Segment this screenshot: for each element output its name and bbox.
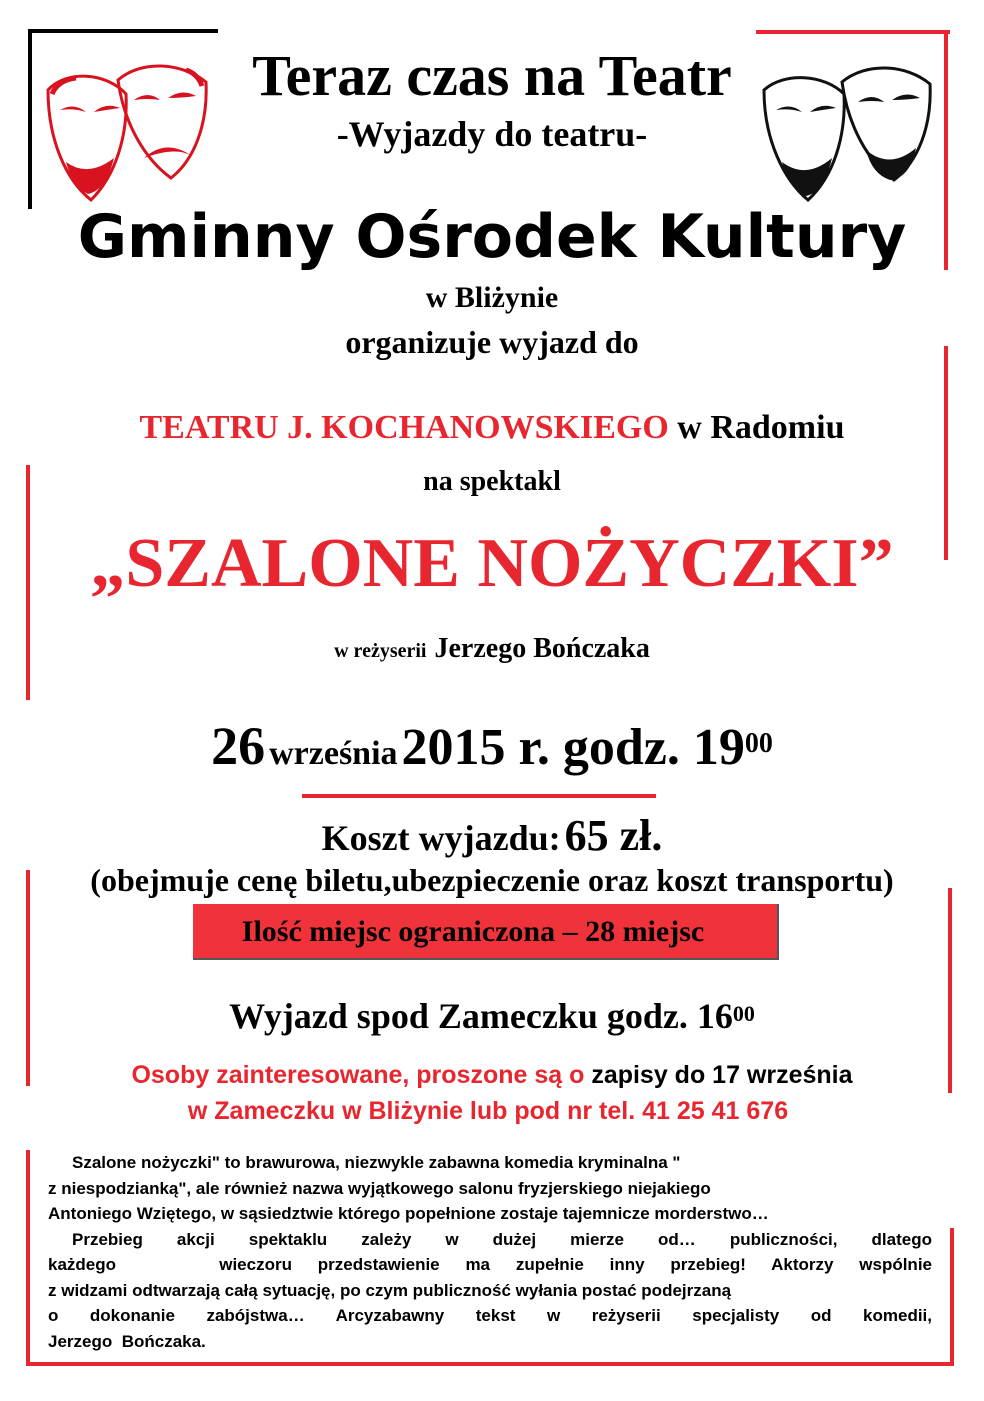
seats-text: Ilość miejsc ograniczona – 28 miejsc bbox=[241, 915, 705, 948]
cost-amount: 65 zł. bbox=[564, 811, 663, 860]
show-description bbox=[48, 1150, 932, 1354]
frame-bar-left-bottom bbox=[26, 1150, 30, 1365]
date-month: września bbox=[269, 735, 398, 772]
description-line: Szalone nożyczki" to brawurowa, niezwykle zabawna komedia kryminalna " bbox=[72, 1153, 681, 1172]
divider-bar bbox=[302, 794, 656, 798]
description-line: o dokonanie zabójstwa… Arcyzabawny tekst w reżyserii specjalisty od komedii, bbox=[48, 1306, 932, 1325]
seats-banner bbox=[193, 904, 779, 960]
departure-text: Wyjazd spod Zameczku godz. 16 bbox=[229, 996, 733, 1036]
departure-minutes: 00 bbox=[732, 1001, 755, 1026]
director-name: Jerzego Bończaka bbox=[434, 633, 650, 664]
signup-deadline: zapisy do 17 września bbox=[591, 1061, 853, 1089]
venue-city: w Radomiu bbox=[677, 409, 845, 446]
cost-includes: (obejmuje cenę biletu,ubezpieczenie oraz koszt transportu) bbox=[90, 862, 894, 898]
departure-line bbox=[0, 990, 984, 1042]
date-minutes: 00 bbox=[744, 728, 773, 759]
frame-bar-top-left-horizontal bbox=[28, 29, 218, 33]
show-title: „SZALONE NOŻYCZKI” bbox=[90, 525, 894, 602]
organizer-action: organizuje wyjazd do bbox=[345, 324, 639, 360]
frame-bar-left-lower bbox=[26, 870, 30, 1086]
description-line: z widzami odtwarzają całą sytuację, po czym publiczność wyłania postać podejrzaną bbox=[48, 1280, 732, 1300]
venue-line bbox=[0, 406, 984, 450]
frame-bar-right-bottom bbox=[950, 1228, 954, 1366]
venue-lead: na spektakl bbox=[423, 466, 561, 497]
poster-subtitle: -Wyjazdy do teatru- bbox=[336, 114, 648, 154]
signup-red-text: Osoby zainteresowane, proszone są o bbox=[131, 1061, 585, 1089]
description-line: z niespodzianką", ale również nazwa wyjątkowego salonu fryzjerskiego niejakiego bbox=[48, 1178, 711, 1198]
date-day: 26 bbox=[211, 716, 266, 776]
organizer-location: w Bliżynie bbox=[425, 281, 559, 314]
show-director-line bbox=[0, 630, 984, 672]
signup-line-2: w Zameczku w Bliżynie lub pod nr tel. 41 25 41 676 bbox=[187, 1097, 789, 1125]
description-line: Antoniego Wziętego, w sąsiedztwie którego popełnione zostaje tajemnicze morderstwo… bbox=[48, 1204, 769, 1223]
frame-bar-bottom bbox=[26, 1362, 954, 1366]
frame-bar-top-right-horizontal bbox=[756, 30, 950, 34]
director-prefix: w reżyserii bbox=[334, 640, 427, 662]
organizer-name: Gminny Ośrodek Kultury bbox=[77, 202, 907, 272]
date-year-time: 2015 r. godz. 19 bbox=[401, 719, 745, 776]
event-date bbox=[0, 712, 984, 794]
description-line: każdego wieczoru przedstawienie ma zupełnie inny przebieg! Aktorzy wspólnie bbox=[48, 1255, 932, 1274]
poster-title: Teraz czas na Teatr bbox=[252, 43, 732, 108]
description-line: Przebieg akcji spektaklu zależy w dużej mierze od… publiczności, dlatego bbox=[72, 1229, 932, 1249]
cost-label: Koszt wyjazdu: bbox=[321, 818, 561, 858]
signup-line-1 bbox=[0, 1058, 984, 1092]
description-line: Jerzego Bończaka. bbox=[48, 1331, 206, 1351]
venue-theatre: TEATRU J. KOCHANOWSKIEGO bbox=[139, 409, 669, 446]
